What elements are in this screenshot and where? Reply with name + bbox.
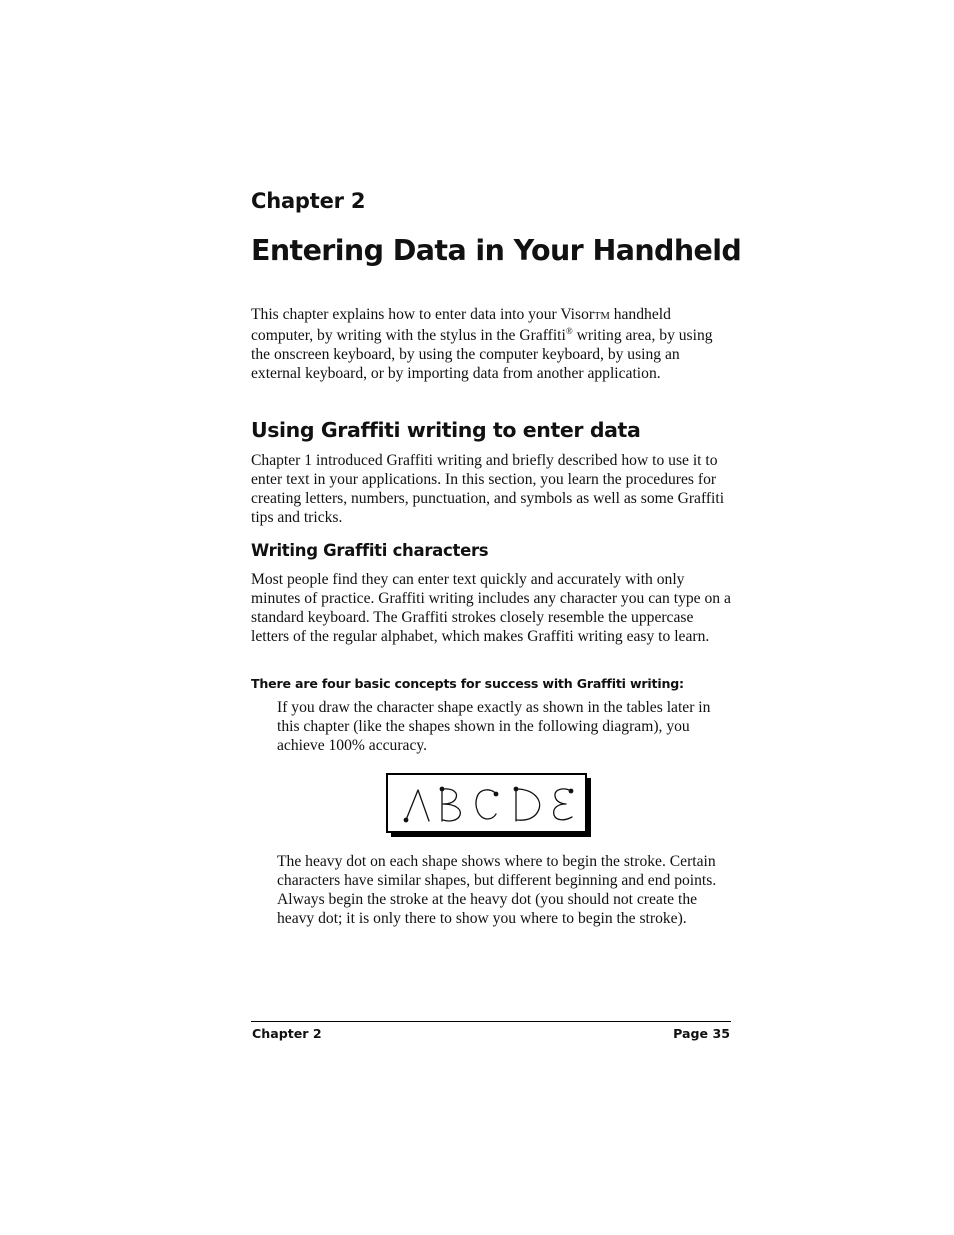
footer-page-number: Page 35 — [673, 1026, 730, 1041]
registered-symbol: ® — [565, 325, 573, 336]
concept-item-2: The heavy dot on each shape shows where to begin the stroke. Certain characters have similar shapes, but different beginning and end points. Always begin the stroke at the heavy dot (you should not create the heavy dot; it is only there to show you where to begin the stroke). — [277, 853, 717, 927]
concept-item-1: If you draw the character shape exactly as shown in the tables later in this chapter (like the shapes shown in the following diagram), you achieve 100% accuracy. — [277, 699, 711, 754]
start-dot-c — [494, 792, 499, 797]
chapter-title: Entering Data in Your Handheld — [251, 234, 742, 267]
footer-chapter: Chapter 2 — [252, 1026, 322, 1041]
start-dot-d — [514, 787, 519, 792]
subsection-body-writing: Most people find they can enter text quickly and accurately with only minutes of practice. Graffiti writing includes any character you can type on a standard keyboard. The Graffiti strokes closely resemble the uppercase letters of the regular alphabet, which makes Graffiti writing easy to learn. — [251, 571, 731, 645]
intro-text-2: handheld computer, by writing with the stylus in the Graffiti — [251, 306, 671, 344]
diagram-frame — [387, 774, 586, 832]
concepts-heading: There are four basic concepts for success with Graffiti writing: — [251, 676, 684, 691]
start-dot-a — [404, 818, 409, 823]
intro-text-3: writing area, by using the onscreen keyboard, by using the computer keyboard, by using an external keyboard, or by importing data from another application. — [251, 327, 713, 382]
start-dot-b — [440, 787, 445, 792]
subsection-heading-writing: Writing Graffiti characters — [251, 541, 489, 560]
footer-divider — [251, 1021, 731, 1022]
trademark-symbol: TM — [594, 311, 610, 322]
section-heading-graffiti: Using Graffiti writing to enter data — [251, 418, 641, 442]
intro-text-1: This chapter explains how to enter data into your Visor — [251, 306, 595, 323]
graffiti-letters-diagram — [386, 773, 592, 838]
intro-paragraph — [251, 305, 733, 383]
start-dot-e — [569, 789, 574, 794]
chapter-label: Chapter 2 — [251, 189, 366, 213]
section-body-graffiti: Chapter 1 introduced Graffiti writing and briefly described how to use it to enter text in your applications. In this section, you learn the procedures for creating letters, numbers, punctuation, and symbols as well as some Graffiti tips and tricks. — [251, 452, 725, 526]
